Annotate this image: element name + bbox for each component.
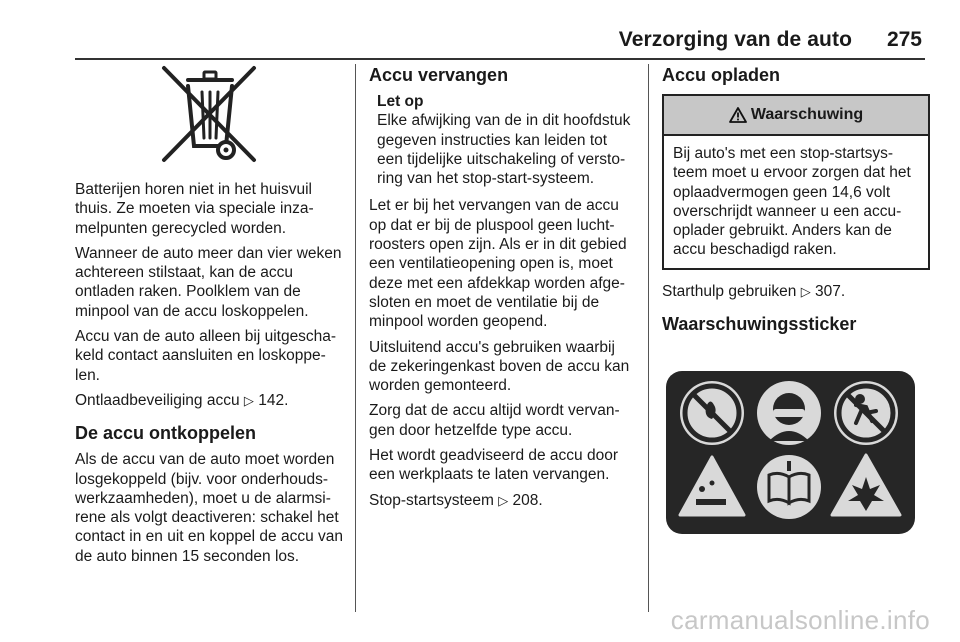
triangle-right-icon: ▷ <box>243 392 254 408</box>
col3-paragraph-1 <box>662 282 930 301</box>
col2-paragraph-3: Zorg dat de accu altijd wordt vervan-gen door hetzelfde type accu. <box>369 402 620 439</box>
warning-header <box>664 96 928 136</box>
cross-reference-page[interactable]: 307. <box>815 282 846 300</box>
cross-reference-text: Stop-startsysteem <box>369 491 494 509</box>
cross-reference-text: Ontlaadbeveiliging accu <box>75 391 240 409</box>
note-block <box>369 92 635 188</box>
triangle-right-icon: ▷ <box>498 492 509 508</box>
column-divider-2 <box>648 64 649 612</box>
col2-paragraph-2: Uitsluitend accu's gebruiken waarbij de zekeringenkast boven de accu kan worden gemonteerd. <box>369 338 630 395</box>
col1-paragraph-1: Batterijen horen niet in het huisvuil thuis. Ze moeten via speciale inza-melpunten gerecycled worden. <box>75 181 314 237</box>
crossed-bin-icon <box>154 64 264 166</box>
note-label: Let op <box>377 93 424 110</box>
cross-reference-text: Starthulp gebruiken <box>662 282 797 300</box>
warning-text: Bij auto's met een stop-startsys-teem moet u ervoor zorgen dat het oplaadvermogen geen 14,6 volt overschrijdt wanneer u een accu-oplader gebruikt. Anders kan de accu beschadigd raken. <box>673 145 911 259</box>
col1-paragraph-2: Wanneer de auto meer dan vier weken achtereen stilstaat, kan de accu ontladen raken. Poolklem van de minpool van de accu loskoppelen. <box>75 244 342 320</box>
note-text: Elke afwijking van de in dit hoofdstuk gegeven instructies kan leiden tot een tijdelijke uitschakeling of versto-ring van het stop-start-systeem. <box>377 112 631 188</box>
keep-children-away-icon <box>834 381 898 445</box>
column-3 <box>662 64 930 544</box>
section-heading-replace: Accu vervangen <box>369 65 509 85</box>
warning-title: Waarschuwing <box>750 106 864 124</box>
warning-triangle-icon <box>729 107 747 123</box>
cross-reference-page[interactable]: 208. <box>512 491 543 509</box>
warning-box <box>662 94 930 270</box>
section-heading-charge: Accu opladen <box>662 65 781 85</box>
battery-warning-sticker <box>662 349 930 544</box>
read-manual-icon <box>757 455 821 519</box>
watermark: carmanualsonline.info <box>670 605 930 635</box>
col1-paragraph-4 <box>75 391 345 410</box>
section-heading-sticker: Waarschuwingssticker <box>662 314 857 335</box>
column-2 <box>369 64 635 516</box>
eye-protection-icon <box>757 381 821 445</box>
column-divider-1 <box>355 64 356 612</box>
no-flame-icon <box>680 381 744 445</box>
column-1 <box>75 64 345 572</box>
header-title: Verzorging van de auto <box>618 28 852 51</box>
header-rule <box>75 58 925 60</box>
cross-reference-page[interactable]: 142. <box>258 391 289 409</box>
col2-paragraph-5 <box>369 491 635 510</box>
triangle-right-icon: ▷ <box>800 283 811 299</box>
col1-paragraph-3: Accu van de auto alleen bij uitgescha-keld contact aansluiten en loskoppe-len. <box>75 328 337 384</box>
col2-paragraph-1: Let er bij het vervangen van de accu op dat er bij de pluspool geen lucht-roosters open zijn. Als er in dit gebied een ventilatieopening open is, moet deze met een afdekkap worden afge-sloten en moet de ventilatie bij de minpool worden geopend. <box>369 197 627 331</box>
col1-paragraph-5: Als de accu van de auto moet worden losgekoppeld (bijv. voor onderhouds-werkzaamheden), moet u de alarmsi-rene als volgt deactiveren: schakel het contact in en uit en koppel de accu van de auto binnen 15 seconden los. <box>75 451 343 565</box>
col2-paragraph-4: Het wordt geadviseerd de accu door een werkplaats te laten vervangen. <box>369 447 619 484</box>
page-number: 275 <box>886 28 922 51</box>
section-heading-disconnect: De accu ontkoppelen <box>75 423 257 444</box>
